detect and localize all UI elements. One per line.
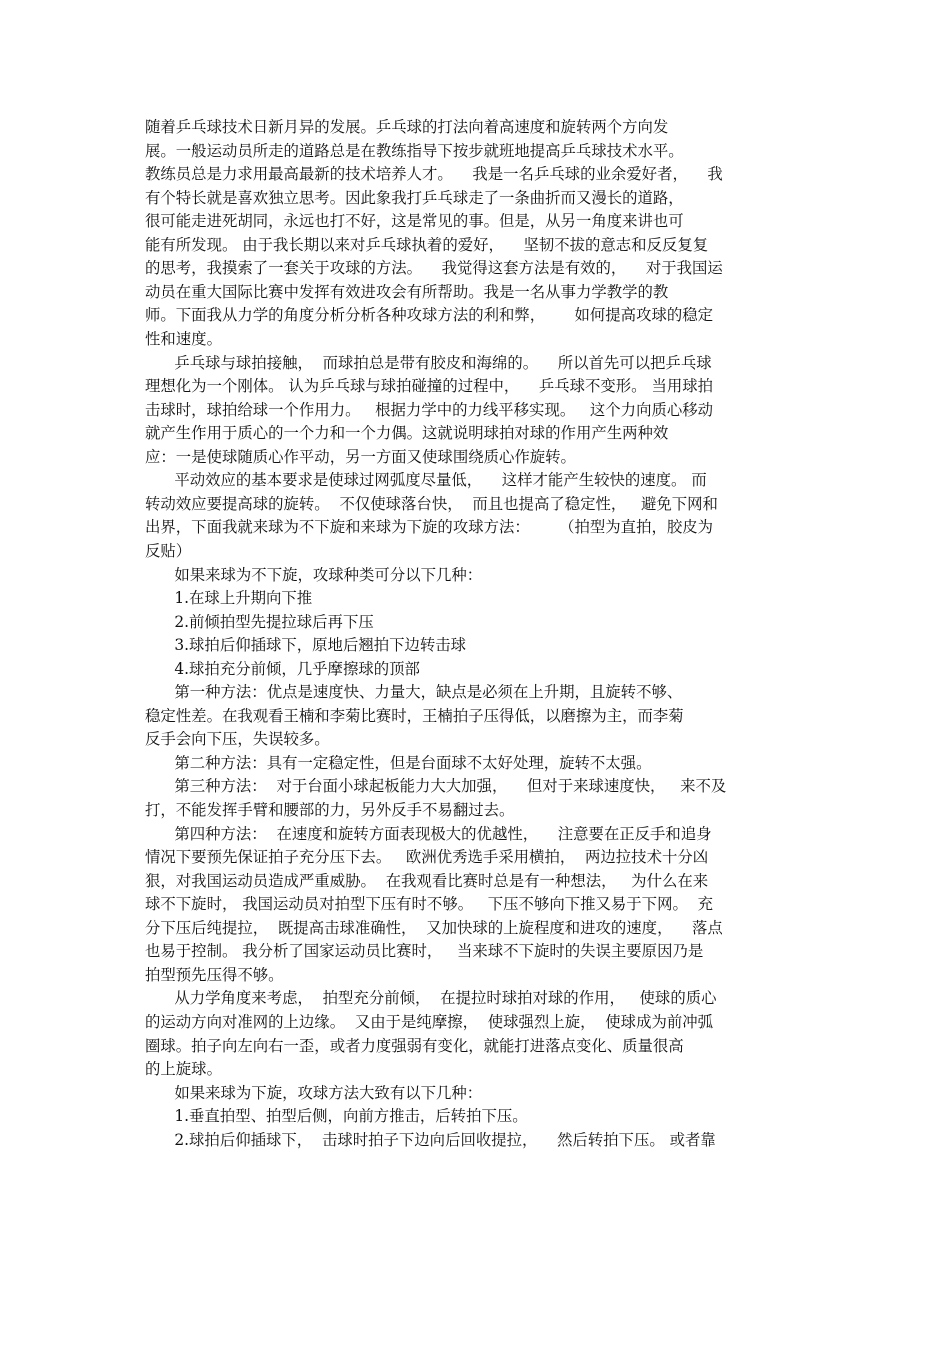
text-line: 应：一是使球随质心作平动，另一方面又使球围绕质心作旋转。 (145, 447, 576, 466)
text-line: 出界，下面我就来球为不下旋和来球为下旋的攻球方法： （拍型为直拍，胶皮为 (145, 518, 714, 537)
text-line: 理想化为一个刚体。 认为乒乓球与球拍碰撞的过程中， 乒乓球不变形。 当用球拍 (145, 377, 714, 396)
text-line: 的运动方向对准网的上边缘。 又由于是纯摩擦， 使球强烈上旋， 使球成为前冲弧 (145, 1012, 714, 1031)
text-line: 第四种方法： 在速度和旋转方面表现极大的优越性， 注意要在正反手和追身 (145, 824, 712, 843)
text-line: 随着乒乓球技术日新月异的发展。乒乓球的打法向着高速度和旋转两个方向发 (145, 118, 669, 136)
text-line: 情况下要预先保证拍子充分压下去。 欧洲优秀选手采用横拍， 两边拉技术十分凶 (145, 848, 709, 867)
text-line: 打，不能发挥手臂和腰部的力，另外反手不易翻过去。 (145, 801, 515, 819)
text-line: 教练员总是力求用最高最新的技术培养人才。 我是一名乒乓球的业余爱好者， 我 (145, 165, 723, 184)
text-line: 击球时，球拍给球一个作用力。 根据力学中的力线平移实现。 这个力向质心移动 (145, 400, 714, 419)
text-line: 第三种方法： 对于台面小球起板能力大大加强， 但对于来球速度快， 来不及 (145, 777, 727, 796)
text-line: 圈球。拍子向左向右一歪，或者力度强弱有变化，就能打进落点变化、质量很高 (145, 1036, 684, 1055)
text-line: 转动效应要提高球的旋转。 不仅使球落台快， 而且也提高了稳定性， 避免下网和 (145, 494, 718, 513)
text-line: 性和速度。 (145, 330, 222, 348)
text-line: 师。下面我从力学的角度分析分析各种攻球方法的利和弊， 如何提高攻球的稳定 (145, 306, 714, 325)
text-line: 平动效应的基本要求是使球过网弧度尽量低， 这样才能产生较快的速度。 而 (145, 471, 707, 490)
text-line: 第一种方法：优点是速度快、力量大，缺点是必须在上升期，且旋转不够、 (145, 683, 683, 702)
text-line: 反贴） (145, 541, 192, 560)
text-line: 很可能走进死胡同，永远也打不好，这是常见的事。但是，从另一角度来讲也可 (145, 212, 684, 231)
text-line: 2.球拍后仰插球下， 击球时拍子下边向后回收提拉， 然后转拍下压。 或者靠 (145, 1130, 716, 1149)
text-line: 能有所发现。 由于我长期以来对乒乓球执着的爱好， 坚韧不拔的意志和反反复复 (145, 235, 709, 254)
text-line: 1.垂直拍型、拍型后侧，向前方推击，后转拍下压。 (145, 1107, 528, 1126)
text-line: 从力学角度来考虑， 拍型充分前倾， 在提拉时球拍对球的作用， 使球的质心 (145, 989, 717, 1008)
text-line: 分下压后纯提拉， 既提高击球准确性， 又加快球的上旋程度和进攻的速度， 落点 (145, 918, 723, 937)
text-line: 稳定性差。在我观看王楠和李菊比赛时，王楠拍子压得低，以磨擦为主，而李菊 (145, 706, 684, 725)
text-line: 有个特长就是喜欢独立思考。因此象我打乒乓球走了一条曲折而又漫长的道路， (145, 188, 684, 207)
text-line: 的思考，我摸索了一套关于攻球的方法。 我觉得这套方法是有效的， 对于我国运 (145, 259, 723, 278)
text-line: 1.在球上升期向下推 (145, 589, 313, 607)
text-line: 就产生作用于质心的一个力和一个力偶。这就说明球拍对球的作用产生两种效 (145, 424, 669, 443)
text-line: 4.球拍充分前倾，几乎摩擦球的顶部 (145, 659, 420, 678)
text-line: 也易于控制。 我分析了国家运动员比赛时， 当来球不下旋时的失误主要原因乃是 (145, 942, 704, 961)
text-line: 拍型预先压得不够。 (145, 965, 284, 984)
text-line: 如果来球为下旋，攻球方法大致有以下几种： (145, 1083, 483, 1102)
text-line: 3.球拍后仰插球下，原地后翘拍下边转击球 (145, 636, 467, 655)
text-line: 第二种方法：具有一定稳定性，但是台面球不太好处理，旋转不太强。 (145, 753, 652, 772)
text-line: 展。一般运动员所走的道路总是在教练指导下按步就班地提高乒乓球技术水平。 (145, 141, 684, 160)
text-line: 乒乓球与球拍接触， 而球拍总是带有胶皮和海绵的。 所以首先可以把乒乓球 (145, 353, 712, 372)
text-line: 球不下旋时， 我国运动员对拍型下压有时不够。 下压不够向下推又易于下网。 充 (145, 895, 714, 914)
text-line: 狠，对我国运动员造成严重威胁。 在我观看比赛时总是有一种想法， 为什么在来 (145, 871, 709, 890)
text-line: 2.前倾拍型先提拉球后再下压 (145, 612, 374, 631)
text-line: 的上旋球。 (145, 1060, 222, 1078)
text-line: 如果来球为不下旋，攻球种类可分以下几种： (145, 565, 483, 584)
text-line: 动员在重大国际比赛中发挥有效进攻会有所帮助。我是一名从事力学教学的教 (145, 282, 669, 301)
text-line: 反手会向下压，失误较多。 (145, 730, 330, 749)
